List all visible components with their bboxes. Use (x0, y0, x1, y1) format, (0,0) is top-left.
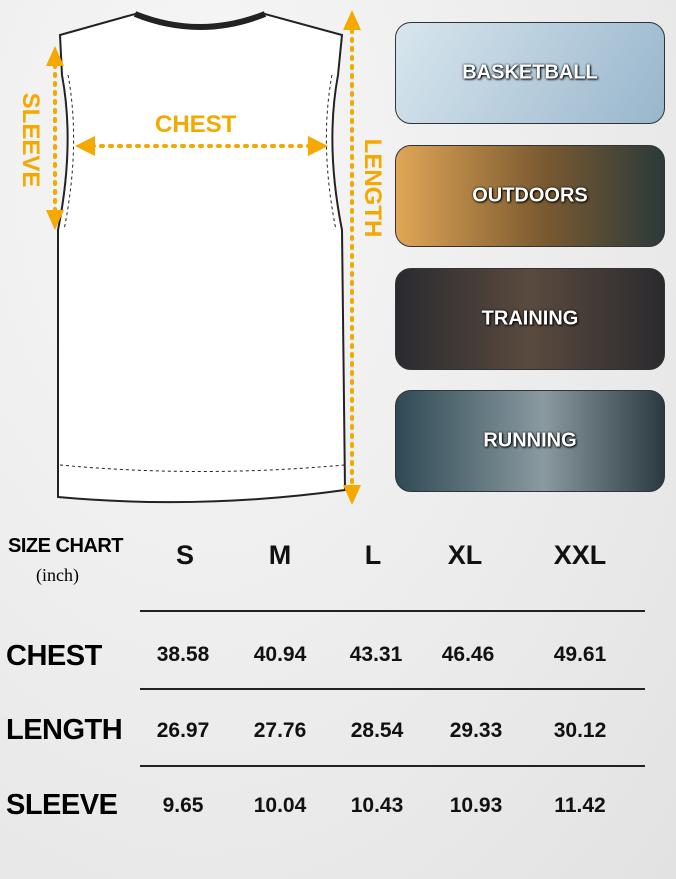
table-cell: 30.12 (553, 719, 607, 742)
table-cell: 26.97 (156, 719, 210, 742)
table-cell: 43.31 (349, 643, 403, 666)
table-cell: 29.33 (449, 719, 503, 742)
table-cell: 11.42 (554, 794, 606, 817)
table-cell: 46.46 (441, 643, 495, 666)
row-label-chest: CHEST (6, 640, 102, 672)
activity-card-basketball (395, 22, 665, 124)
table-cell: 10.93 (449, 794, 503, 817)
length-label: LENGTH (359, 138, 386, 238)
activity-label: TRAINING (481, 307, 579, 330)
activity-card-running (395, 390, 665, 492)
table-cell: 27.76 (253, 719, 307, 742)
sleeve-label: SLEEVE (17, 92, 44, 188)
activity-card-outdoors (395, 145, 665, 247)
size-header-s: S (175, 540, 195, 570)
unit-label: (inch) (36, 565, 79, 585)
activity-label: RUNNING (483, 429, 577, 452)
size-chart-title: SIZE CHART (8, 535, 123, 557)
size-header-l: L (364, 540, 382, 570)
table-cell: 10.04 (253, 794, 307, 817)
size-header-xl: XL (447, 540, 483, 570)
divider (140, 610, 645, 612)
size-header-m: M (268, 540, 292, 570)
table-cell: 38.58 (156, 643, 210, 666)
divider (140, 688, 645, 690)
activity-label: BASKETBALL (462, 61, 598, 84)
row-label-sleeve: SLEEVE (6, 789, 118, 821)
divider (140, 765, 645, 767)
table-cell: 40.94 (253, 643, 307, 666)
tank-top-diagram (0, 0, 390, 520)
table-cell: 49.61 (553, 643, 607, 666)
table-cell: 28.54 (350, 719, 404, 742)
activity-label: OUTDOORS (472, 184, 588, 207)
table-cell: 9.65 (162, 794, 204, 817)
row-label-length: LENGTH (6, 714, 123, 746)
activity-card-training (395, 268, 665, 370)
table-cell: 10.43 (350, 794, 404, 817)
size-header-xxl: XXL (553, 540, 607, 570)
tank-top-outline (58, 14, 345, 502)
chest-label: CHEST (155, 111, 237, 138)
